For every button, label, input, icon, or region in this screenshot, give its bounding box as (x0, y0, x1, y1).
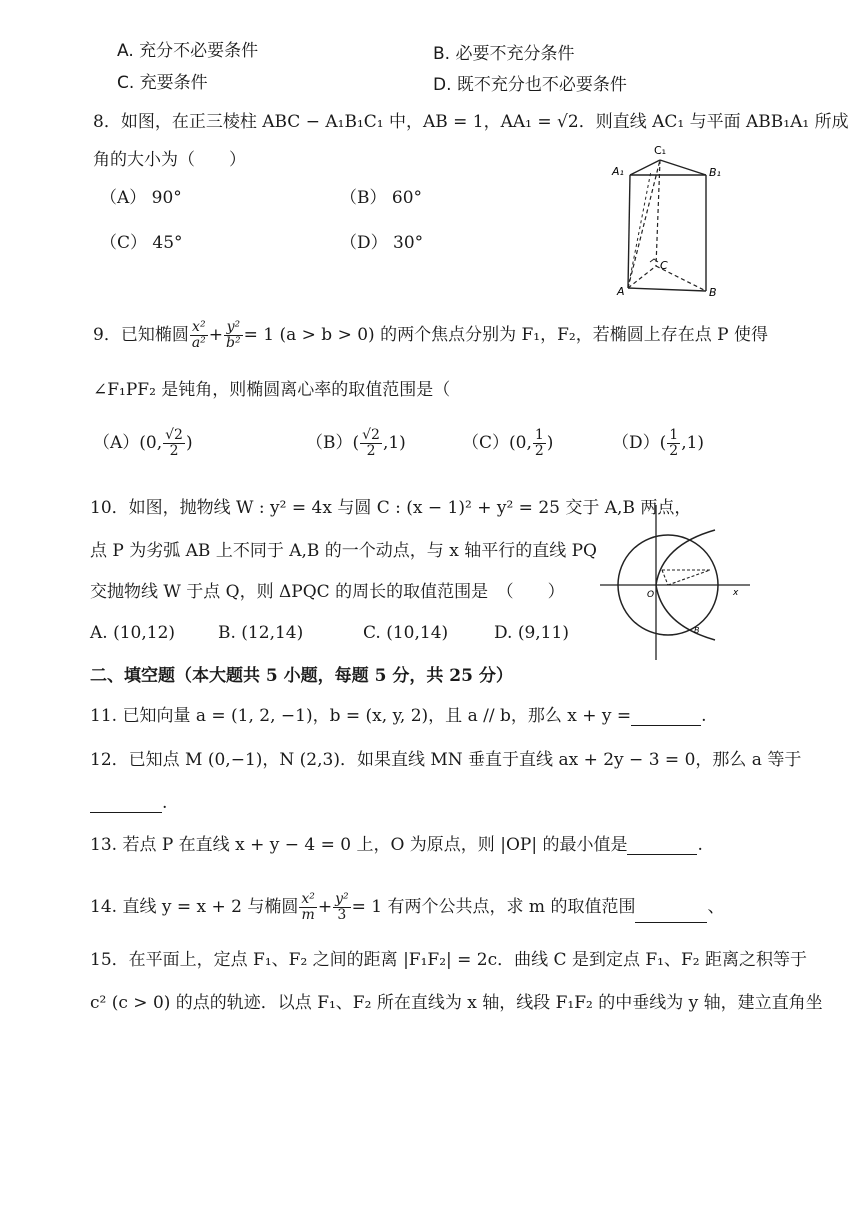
q9-option-a (93, 428, 193, 459)
q13-text: 13. 若点 P 在直线 x + y − 4 = 0 上，O 为原点，则 |OP| 的最小值是 (90, 835, 628, 855)
q15-stem-line2: c² (c > 0) 的点的轨迹．以点 F₁、F₂ 所在直线为 x 轴，线段 F₁F₂ 的中垂线为 y 轴，建立直角坐 (90, 993, 823, 1013)
q7-option-b: B. 必要不充分条件 (433, 44, 575, 64)
q9-frac-y-num: y² (224, 320, 243, 336)
q9-suffix: = 1 (a > b > 0) 的两个焦点分别为 F₁，F₂，若椭圆上存在点 P 使得 (243, 325, 768, 345)
q14-end: 、 (707, 897, 725, 917)
q14-frac-y-num: y² (335, 891, 349, 907)
q12-stem-line1: 12．已知点 M (0,−1)，N (2,3)．如果直线 MN 垂直于直线 ax + 2y − 3 = 0，那么 a 等于 (90, 750, 802, 770)
figure-label-x-axis: x (733, 588, 739, 598)
q14-prefix: 14. 直线 y = x + 2 与椭圆 (90, 897, 299, 917)
q14-answer-blank[interactable] (635, 906, 707, 923)
q8-option-c: （C） 45° (100, 233, 183, 253)
q8-option-d: （D） 30° (340, 233, 424, 253)
q9-opt-a-den: 2 (169, 443, 179, 459)
q9-fraction-x (190, 320, 208, 351)
q15-stem-line1: 15．在平面上，定点 F₁、F₂ 之间的距离 |F₁F₂| = 2c．曲线 C 是到定点 F₁、F₂ 距离之积等于 (90, 950, 807, 970)
q10-stem-line2: 点 P 为劣弧 AB 上不同于 A,B 的一个动点，与 x 轴平行的直线 PQ (90, 541, 597, 561)
q9-opt-c-post: ) (546, 433, 554, 453)
q14-stem: 14. 直线 y = x + 2 与椭圆 $\frac{\text{x²}}{m}$ + $\frac{\text{y²}}{3}$ = 1 有两个公共点，求 m 的取值范围 、 (90, 891, 725, 923)
prism-figure (608, 138, 728, 303)
q12-answer-line (90, 793, 167, 813)
q14-frac-y-den: 3 (337, 907, 347, 923)
figure-label-origin: O (647, 590, 655, 600)
q10-option-d: D. (9,11) (494, 623, 569, 643)
q9-opt-b-post: ,1) (382, 433, 406, 453)
q9-opt-b-num: √2 (362, 427, 380, 443)
prism-label-c: C (660, 259, 668, 272)
prism-label-a: A (617, 285, 625, 298)
q7-option-a: A. 充分不必要条件 (117, 41, 259, 61)
prism-label-c1: C₁ (654, 144, 667, 157)
prism-label-b1: B₁ (709, 166, 721, 179)
q11-end: . (701, 706, 707, 726)
section-2-heading: 二、填空题（本大题共 5 小题，每题 5 分，共 25 分） (90, 666, 513, 686)
q9-frac-x-den: a² (191, 335, 206, 351)
q13-end: . (697, 835, 703, 855)
q10-stem-line1: 10．如图，抛物线 W : y² = 4x 与圆 C : (x − 1)² + y² = 25 交于 A,B 两点， (90, 498, 692, 518)
q13-answer-blank[interactable] (627, 838, 697, 855)
q9-option-d (612, 428, 704, 459)
q9-opt-c-den: 2 (534, 443, 544, 459)
q12-end: . (162, 793, 168, 813)
parabola-circle-figure (600, 500, 755, 662)
q9-opt-b-den: 2 (366, 443, 376, 459)
q9-option-b (306, 428, 406, 459)
q11-answer-blank[interactable] (631, 709, 701, 726)
q14-suffix: = 1 有两个公共点，求 m 的取值范围 (351, 897, 636, 917)
q9-opt-a-num: √2 (165, 427, 183, 443)
q11-text: 11. 已知向量 a = (1, 2, −1)，b = (x, y, 2)，且 a // b，那么 x + y = (90, 706, 632, 726)
q10-stem-line3: 交抛物线 W 于点 Q，则 ΔPQC 的周长的取值范围是 （ ） (90, 582, 565, 602)
q9-opt-d-den: 2 (669, 443, 679, 459)
prism-label-b: B (709, 286, 717, 299)
prism-label-a1: A₁ (612, 165, 624, 178)
q14-frac-x-den: m (301, 907, 315, 923)
q14-frac-x-num: x² (301, 891, 315, 907)
q9-frac-y-den: b² (226, 335, 241, 351)
q7-option-c: C. 充要条件 (117, 73, 208, 93)
q9-stem-line2: ∠F₁PF₂ 是钝角，则椭圆离心率的取值范围是（ (93, 380, 451, 400)
q9-option-c (462, 428, 553, 459)
q13-stem (90, 835, 703, 855)
q10-option-a: A. (10,12) (90, 623, 176, 643)
q8-stem-line1: 8．如图，在正三棱柱 ABC − A₁B₁C₁ 中，AB = 1，AA₁ = √2．则直线 AC₁ 与平面 ABB₁A₁ 所成 (93, 112, 849, 132)
figure-label-b: B (694, 626, 700, 635)
q8-option-b: （B） 60° (340, 188, 423, 208)
q11-stem (90, 706, 707, 726)
q8-stem-line2: 角的大小为（ ） (93, 150, 246, 170)
q9-stem-line1: 9．已知椭圆 $\frac{\text{x²}}{\text{a²}}$ + $\frac{\text{y²}}{\text{b²}}$ = 1 (a > b > 0) 的两个焦点分别为 F₁，F₂，若椭圆上存在点 P 使得 (93, 319, 768, 351)
q12-answer-blank[interactable] (90, 796, 162, 813)
q9-opt-d-post: ,1) (681, 433, 705, 453)
q9-opt-d-pre: （D）( (612, 433, 667, 453)
q7-option-d: D. 既不充分也不必要条件 (433, 75, 627, 95)
q9-opt-a-post: ) (185, 433, 193, 453)
q10-option-b: B. (12,14) (218, 623, 304, 643)
q9-opt-c-pre: （C）(0, (462, 433, 532, 453)
q10-option-c: C. (10,14) (363, 623, 449, 643)
q9-prefix: 9．已知椭圆 (93, 325, 189, 345)
q9-opt-d-num: 1 (669, 427, 679, 443)
q9-fraction-y (224, 320, 243, 351)
q9-opt-a-pre: （A）(0, (93, 433, 163, 453)
q9-frac-x-num: x² (190, 320, 208, 336)
q9-opt-b-pre: （B）( (306, 433, 360, 453)
q9-opt-c-num: 1 (534, 427, 544, 443)
q8-option-a: （A） 90° (100, 188, 182, 208)
